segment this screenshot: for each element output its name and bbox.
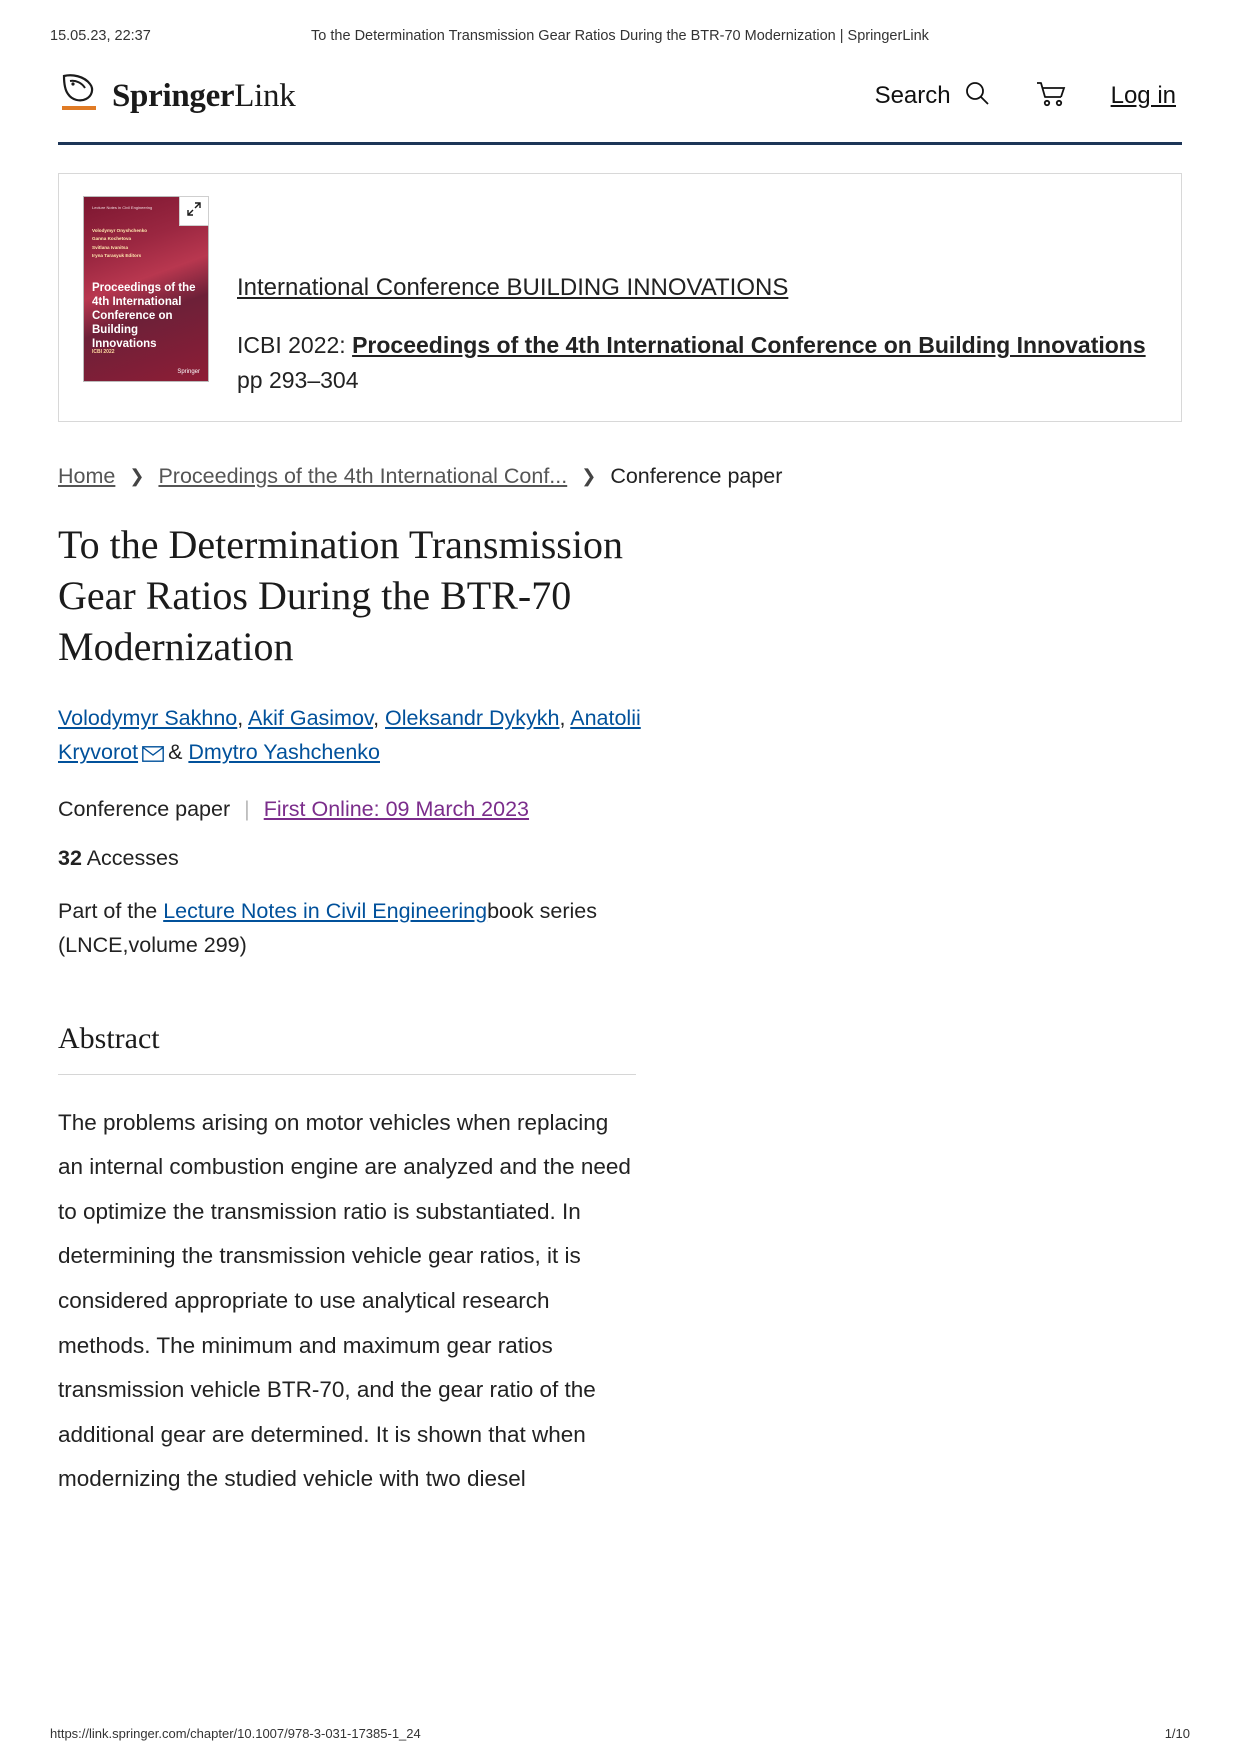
accesses-metric	[58, 846, 1182, 871]
brand-link: Link	[234, 77, 296, 114]
cover-publisher-text: Springer	[177, 369, 200, 375]
cover-editors-text: Volodymyr Onyshchenko Ganna Kochetova Svitlana Ivanitsa Iryna Tarasyuk Editors	[92, 228, 148, 259]
page-title: To the Determination Transmission Gear Ratios During the BTR-70 Modernization	[58, 522, 623, 670]
series-volume: (LNCE,volume 299)	[58, 932, 247, 957]
book-title-link[interactable]: Proceedings of the 4th International Conference on Building Innovations	[352, 332, 1146, 358]
banner-conference	[209, 196, 1159, 302]
banner-prefix: ICBI 2022:	[237, 332, 346, 358]
brand-wordmark	[112, 78, 295, 115]
breadcrumb-home[interactable]: Home	[58, 464, 116, 488]
abstract-heading: Abstract	[58, 1022, 636, 1075]
accesses-label: Accesses	[86, 846, 179, 871]
cart-icon[interactable]	[1035, 95, 1067, 112]
site-header	[58, 62, 1182, 145]
expand-arrows-icon	[186, 201, 202, 222]
print-document-title: To the Determination Transmission Gear Ratios During the BTR-70 Modernization | SpringerLink	[311, 28, 929, 44]
authors-ampersand: &	[168, 740, 183, 765]
cover-title-text: Proceedings of the 4th International Conference on Building Innovations	[92, 282, 196, 351]
meta-divider: |	[244, 797, 250, 822]
envelope-icon[interactable]	[142, 738, 164, 773]
banner-pages: pp 293–304	[237, 366, 359, 393]
springer-horse-icon	[58, 72, 100, 120]
print-date: 15.05.23, 22:37	[50, 28, 151, 44]
author-link-1[interactable]: Volodymyr Sakhno	[58, 705, 238, 730]
chevron-right-icon-2: ❯	[581, 466, 597, 486]
breadcrumb-proceedings[interactable]: Proceedings of the 4th International Conf...	[158, 464, 568, 488]
conference-link[interactable]: International Conference BUILDING INNOVATIONS	[237, 274, 789, 301]
book-banner	[58, 173, 1182, 422]
print-page-number: 1/10	[1164, 1726, 1190, 1741]
print-header	[0, 28, 1240, 44]
expand-cover-button[interactable]	[179, 196, 209, 226]
book-cover-wrapper	[83, 196, 209, 382]
springer-link-logo[interactable]	[58, 72, 295, 120]
author-link-5[interactable]: Dmytro Yashchenko	[188, 740, 380, 765]
article	[58, 519, 1182, 1502]
series-suffix: book series	[487, 899, 598, 924]
author-link-4[interactable]: Anatolii Kryvorot	[58, 705, 641, 765]
paper-type-label: Conference paper	[58, 797, 231, 822]
search-label: Search	[874, 82, 951, 109]
accesses-count: 32	[58, 846, 82, 871]
header-actions	[875, 79, 1182, 114]
author-list: Volodymyr Sakhno, Akif Gasimov, Oleksandr Dykykh, Anatolii Kryvorot & Dmytro Yashchenko	[58, 701, 698, 774]
book-series-info	[58, 895, 698, 962]
chevron-right-icon: ❯	[129, 466, 145, 486]
article-meta	[58, 797, 1182, 822]
login-button[interactable]: Log in	[1110, 82, 1176, 109]
search-icon[interactable]	[963, 79, 991, 114]
abstract-text: The problems arising on motor vehicles when replacing an internal combustion engine are analyzed and the need to optimize the transmission ratio is substantiated. In determining the transmission vehicle gear ratios, it is considered appropriate to use analytical research methods. The minimum and maximum gear ratios transmission vehicle BTR-70, and the gear ratio of the additional gear are determined. It is shown that when modernizing the studied vehicle with two diesel	[58, 1109, 631, 1492]
breadcrumb-current: Conference paper	[610, 464, 783, 488]
cover-subtitle-text: ICBI 2022	[92, 349, 115, 355]
series-prefix: Part of the	[58, 899, 158, 924]
brand-springer: Springer	[112, 77, 235, 114]
print-url: https://link.springer.com/chapter/10.1007/978-3-031-17385-1_24	[50, 1726, 421, 1741]
cover-series-text: Lecture Notes in Civil Engineering	[92, 205, 153, 210]
first-online-link[interactable]: First Online: 09 March 2023	[263, 797, 530, 822]
page-content	[0, 62, 1240, 1502]
search-button[interactable]	[875, 79, 991, 114]
breadcrumb	[58, 464, 1182, 489]
author-link-2[interactable]: Akif Gasimov	[248, 705, 374, 730]
cart-button[interactable]	[1035, 80, 1067, 113]
banner-book-line	[209, 328, 1159, 397]
author-link-3[interactable]: Oleksandr Dykykh	[385, 705, 560, 730]
series-link[interactable]: Lecture Notes in Civil Engineering	[163, 899, 488, 924]
